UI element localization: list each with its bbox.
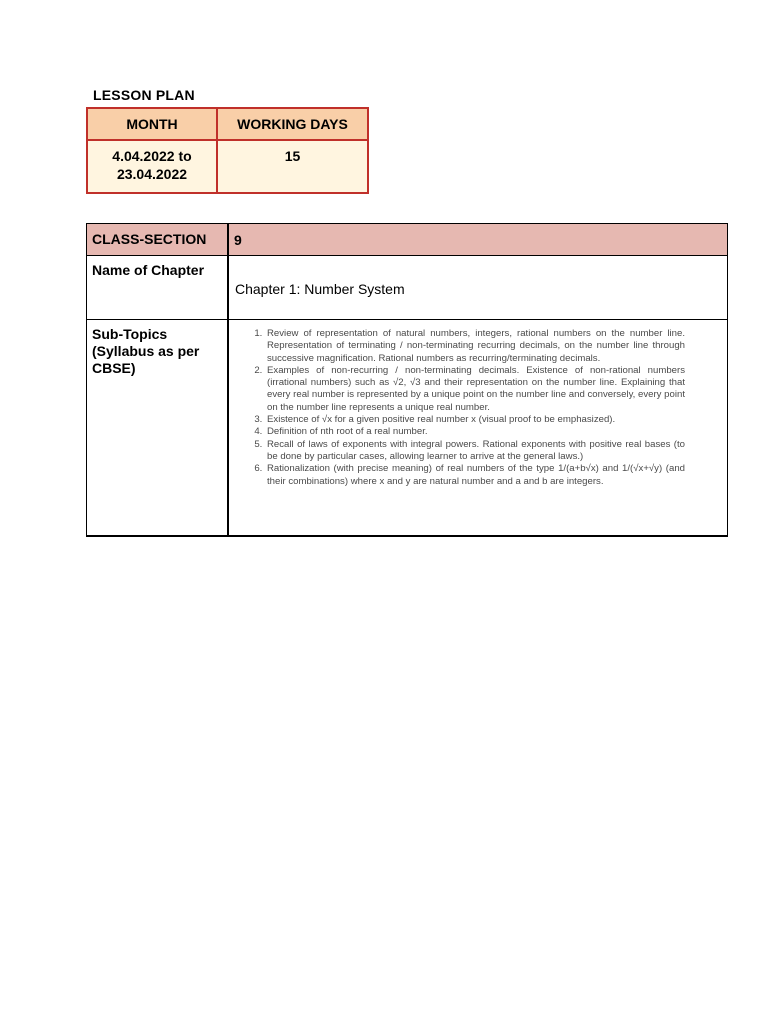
subtopic-item: 4. Definition of nth root of a real number. [265,426,685,438]
chapter-label: Name of Chapter [87,256,229,320]
chapter-value: Chapter 1: Number System [228,256,728,320]
subtopics-label-line2: (Syllabus as per [92,343,200,359]
subtopics-row [87,320,728,537]
subtopic-item: 1. Review of representation of natural numbers, integers, rational numbers on the number line. Representation of terminating / non-terminating recurring decimals, on the number line through successive magnification. Rational numbers as recurring/terminating decimals. [265,328,685,365]
month-table-header-row [87,108,368,140]
month-from: 4.04.2022 to [112,148,192,164]
month-table-value-row [87,140,368,193]
month-header: MONTH [87,108,217,140]
month-value-cell [87,140,217,193]
subtopics-label-line3: CBSE) [92,360,136,376]
subtopics-cell [228,320,728,537]
subtopic-item: 2. Examples of non-recurring / non-terminating decimals. Existence of non-rational numbers (irrational numbers) such as √2, √3 and their representation on the number line. Explaining that every real number is represented by a unique point on the number line and conversely, every point on the number line represents a unique real number. [265,365,685,414]
month-table [86,107,369,194]
class-section-row [87,224,728,256]
working-days-value: 15 [217,140,368,193]
subtopic-item: 5. Recall of laws of exponents with integral powers. Rational exponents with positive real bases (to be done by particular cases, allowing learner to arrive at the general laws.) [265,439,685,464]
lesson-plan-title: LESSON PLAN [93,87,195,103]
subtopics-label-line1: Sub-Topics [92,326,168,342]
subtopics-list [251,328,685,488]
class-section-value: 9 [228,224,728,256]
class-section-label: CLASS-SECTION [87,224,229,256]
details-table [86,223,728,537]
chapter-row [87,256,728,320]
subtopic-item: 6. Rationalization (with precise meaning) of real numbers of the type 1/(a+b√x) and 1/(√x+√y) (and their combinations) where x and y are natural number and a and b are integers. [265,463,685,488]
subtopics-label [87,320,229,537]
month-to: 23.04.2022 [116,166,188,182]
working-days-header: WORKING DAYS [217,108,368,140]
subtopic-item: 3. Existence of √x for a given positive real number x (visual proof to be emphasized). [265,414,685,426]
